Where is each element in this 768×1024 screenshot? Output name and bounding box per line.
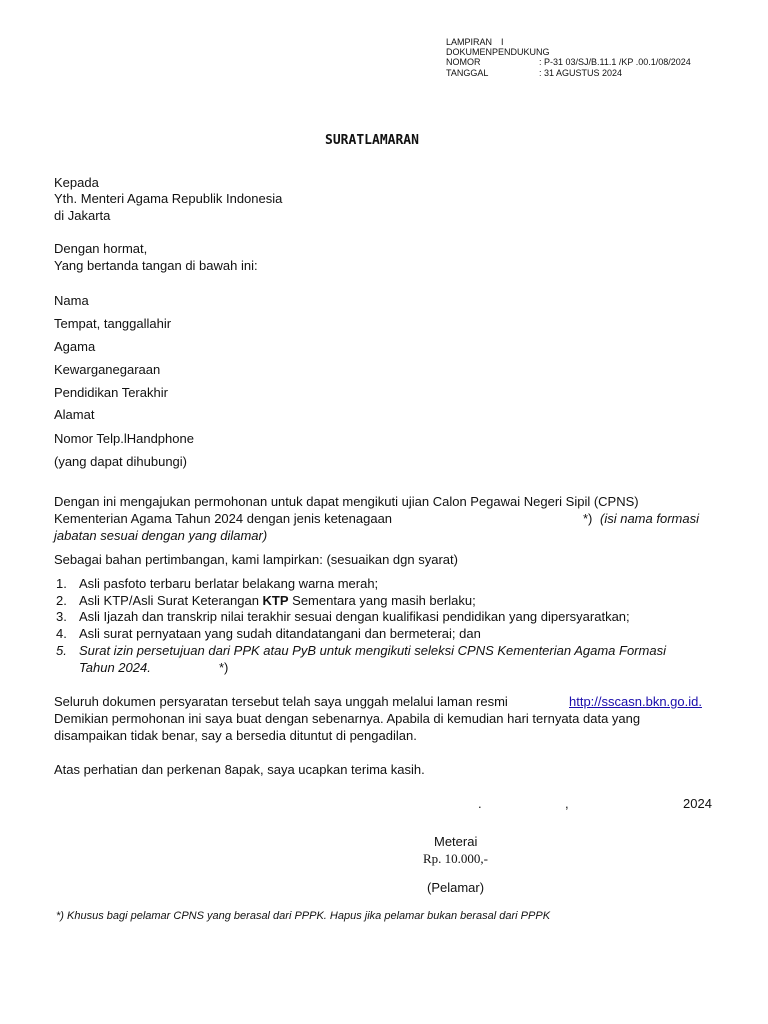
list-number: 4. — [56, 626, 67, 641]
salutation-line: Dengan hormat, — [54, 241, 148, 256]
attachments-intro: Sebagai bahan pertimbangan, kami lampirkan: (sesuaikan dgn syarat) — [54, 552, 458, 567]
salutation-line: Yang bertanda tangan di bawah ini: — [54, 258, 258, 273]
paragraph-line: Kementerian Agama Tahun 2024 dengan jenis ketenagaan — [54, 511, 393, 526]
field-label: (yang dapat dihubungi) — [54, 454, 187, 469]
footnote-marker: *) — [219, 660, 229, 675]
lampiran-value: I — [501, 37, 504, 47]
list-number: 3. — [56, 609, 67, 624]
tanggal-value: : 31 AGUSTUS 2024 — [539, 68, 623, 78]
paragraph-line: Seluruh dokumen persyaratan tersebut telah saya unggah melalui laman resmi — [54, 694, 508, 709]
field-label: Kewarganegaraan — [54, 362, 161, 377]
place-dot: . — [478, 796, 482, 811]
stamp-label: Meterai — [434, 834, 478, 849]
list-text: Asli pasfoto terbaru berlatar belakang warna merah; — [79, 576, 379, 591]
field-label: Alamat — [54, 407, 95, 422]
nomor-value: : P-31 03/SJ/B.11.1 /KP .00.1/08/2024 — [539, 57, 691, 67]
list-number: 2. — [56, 593, 67, 608]
field-label: Agama — [54, 339, 96, 354]
nomor-label: NOMOR — [446, 57, 481, 67]
tanggal-label: TANGGAL — [446, 68, 489, 78]
lampiran-label: LAMPIRAN — [446, 37, 493, 47]
letter-title: SURATLAMARAN — [325, 133, 419, 148]
list-text — [79, 592, 712, 609]
list-number: 5. — [56, 643, 67, 658]
sscasn-link[interactable]: http://sscasn.bkn.go.id. — [569, 694, 702, 709]
footnote-marker: *) — [583, 511, 593, 526]
list-text-bold: KTP — [262, 593, 289, 608]
field-label: Pendidikan Terakhir — [54, 385, 168, 400]
closing-thanks: Atas perhatian dan perkenan 8apak, saya ucapkan terima kasih. — [54, 762, 425, 777]
footnote: *) Khusus bagi pelamar CPNS yang berasal dari PPPK. Hapus jika pelamar bukan berasal dari PPPK — [56, 910, 551, 922]
list-number: 1. — [56, 576, 67, 591]
document-type: DOKUMENPENDUKUNG — [446, 47, 550, 57]
field-label: Nomor Telp.lHandphone — [54, 431, 194, 446]
recipient-line: di Jakarta — [54, 208, 111, 223]
list-text: Tahun 2024. — [79, 660, 151, 675]
list-text: Asli surat pernyataan yang sudah ditandatangani dan bermeterai; dan — [79, 626, 481, 641]
list-text-part: Sementara yang masih berlaku; — [288, 593, 476, 608]
recipient-line: Yth. Menteri Agama Republik Indonesia — [54, 191, 283, 206]
formation-hint: jabatan sesuai dengan yang dilamar) — [54, 528, 268, 543]
stamp-value: Rp. 10.000,- — [423, 851, 488, 866]
list-text-part: Asli KTP/Asli Surat Keterangan — [79, 593, 263, 608]
list-item — [56, 642, 712, 676]
date-comma: , — [565, 796, 569, 811]
formation-hint: (isi nama formasi — [600, 511, 699, 526]
paragraph-line: Demikian permohonan ini saya buat dengan sebenarnya. Apabila di kemudian hari ternyata data yang — [54, 711, 641, 726]
field-label: Nama — [54, 293, 89, 308]
applicant-signature-label: (Pelamar) — [427, 880, 485, 895]
list-text: Asli Ijazah dan transkrip nilai terakhir sesuai dengan kualifikasi pendidikan yang dipersyaratkan; — [79, 609, 630, 624]
paragraph-line: disampaikan tidak benar, say a bersedia dituntut di pengadilan. — [54, 728, 417, 743]
signature-year: 2024 — [683, 796, 712, 811]
field-label: Tempat, tanggallahir — [54, 316, 172, 331]
recipient-line: Kepada — [54, 175, 99, 190]
paragraph-line: Dengan ini mengajukan permohonan untuk dapat mengikuti ujian Calon Pegawai Negeri Sipil (CPNS) — [54, 494, 639, 509]
list-text: Surat izin persetujuan dari PPK atau PyB untuk mengikuti seleksi CPNS Kementerian Agama Formasi — [79, 643, 666, 658]
